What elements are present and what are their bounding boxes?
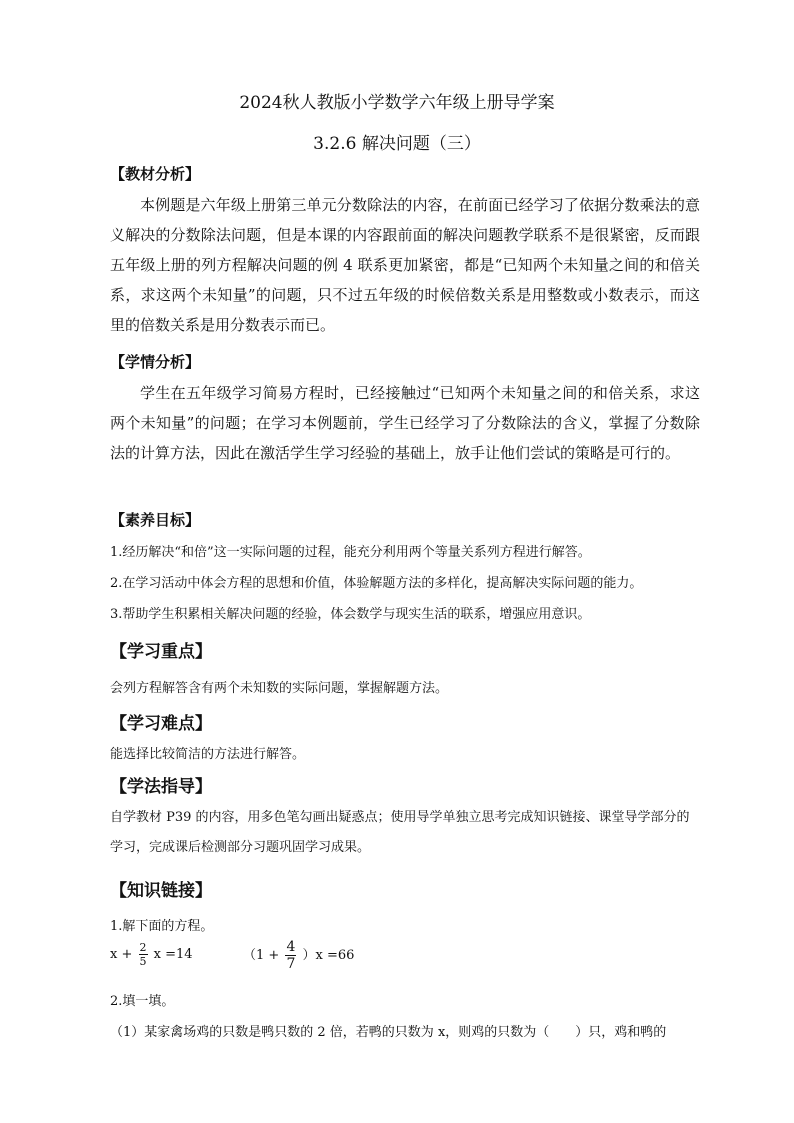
goal-item-1: 1.经历解决“和倍”这一实际问题的过程，能充分利用两个等量关系列方程进行解答。 bbox=[110, 545, 591, 560]
document-title: 2024秋人教版小学数学六年级上册导学案 bbox=[239, 93, 555, 113]
heading-goals: 【素养目标】 bbox=[110, 511, 201, 529]
equation-1-numerator: 2 bbox=[139, 941, 147, 954]
equation-1-denominator: 5 bbox=[139, 955, 147, 968]
key-points-text: 会列方程解答含有两个未知数的实际问题，掌握解题方法。 bbox=[110, 681, 449, 696]
student-analysis-paragraph: 学生在五年级学习简易方程时，已经接触过“已知两个未知量之间的和倍关系，求这两个未知量”的问题；在学习本例题前，学生已经学习了分数除法的含义，掌握了分数除法的计算方法，因此在激活学生学习经验的基础上，放手让他们尝试的策略是可行的。 bbox=[110, 384, 700, 462]
heading-textbook-analysis: 【教材分析】 bbox=[110, 165, 201, 183]
equation-2 bbox=[243, 940, 354, 971]
equation-2-numerator: 4 bbox=[286, 939, 296, 955]
goal-item-3: 3.帮助学生积累相关解决问题的经验，体会数学与现实生活的联系，增强应用意识。 bbox=[110, 607, 591, 622]
equation-2-prefix: （1 + bbox=[243, 948, 280, 963]
difficulties-text: 能选择比较简洁的方法进行解答。 bbox=[110, 747, 306, 762]
heading-student-analysis: 【学情分析】 bbox=[110, 353, 201, 371]
question-2-1: （1）某家禽场鸡的只数是鸭只数的 2 倍，若鸭的只数为 x，则鸡的只数为（ ）只，鸡和鸭的 bbox=[110, 1025, 667, 1040]
goal-item-2: 2.在学习活动中体会方程的思想和价值，体验解题方法的多样化，提高解决实际问题的能力。 bbox=[110, 576, 643, 591]
equation-2-denominator: 7 bbox=[286, 956, 296, 972]
question-2-label: 2.填一填。 bbox=[110, 994, 175, 1009]
equation-1 bbox=[110, 942, 193, 967]
question-1-label: 1.解下面的方程。 bbox=[110, 919, 214, 934]
heading-key-points: 【学习重点】 bbox=[110, 642, 212, 662]
equation-1-prefix: x + bbox=[110, 947, 133, 962]
equation-1-fraction bbox=[139, 942, 148, 967]
equation-2-fraction bbox=[285, 940, 296, 971]
heading-difficulties: 【学习难点】 bbox=[110, 714, 212, 734]
heading-knowledge: 【知识链接】 bbox=[110, 881, 212, 901]
lesson-subtitle: 3.2.6 解决问题（三） bbox=[313, 134, 481, 154]
heading-method: 【学法指导】 bbox=[110, 777, 212, 797]
textbook-analysis-paragraph: 本例题是六年级上册第三单元分数除法的内容，在前面已经学习了依据分数乘法的意义解决的分数除法问题，但是本课的内容跟前面的解决问题教学联系不是很紧密，反而跟五年级上册的列方程解决问题的例 4 联系更加紧密，都是“已知两个未知量之间的和倍关系，求这两个未知量”的问题，只不过五年级的时候倍数关系是用整数或小数表示，而这里的倍数关系是用分数表示而已。 bbox=[110, 196, 700, 334]
equation-1-suffix: x =14 bbox=[153, 947, 193, 962]
equation-2-suffix: ）x =66 bbox=[302, 948, 355, 963]
method-text: 自学教材 P39 的内容，用多色笔勾画出疑惑点；使用导学单独立思考完成知识链接、课堂导学部分的学习，完成课后检测部分习题巩固学习成果。 bbox=[110, 810, 690, 855]
